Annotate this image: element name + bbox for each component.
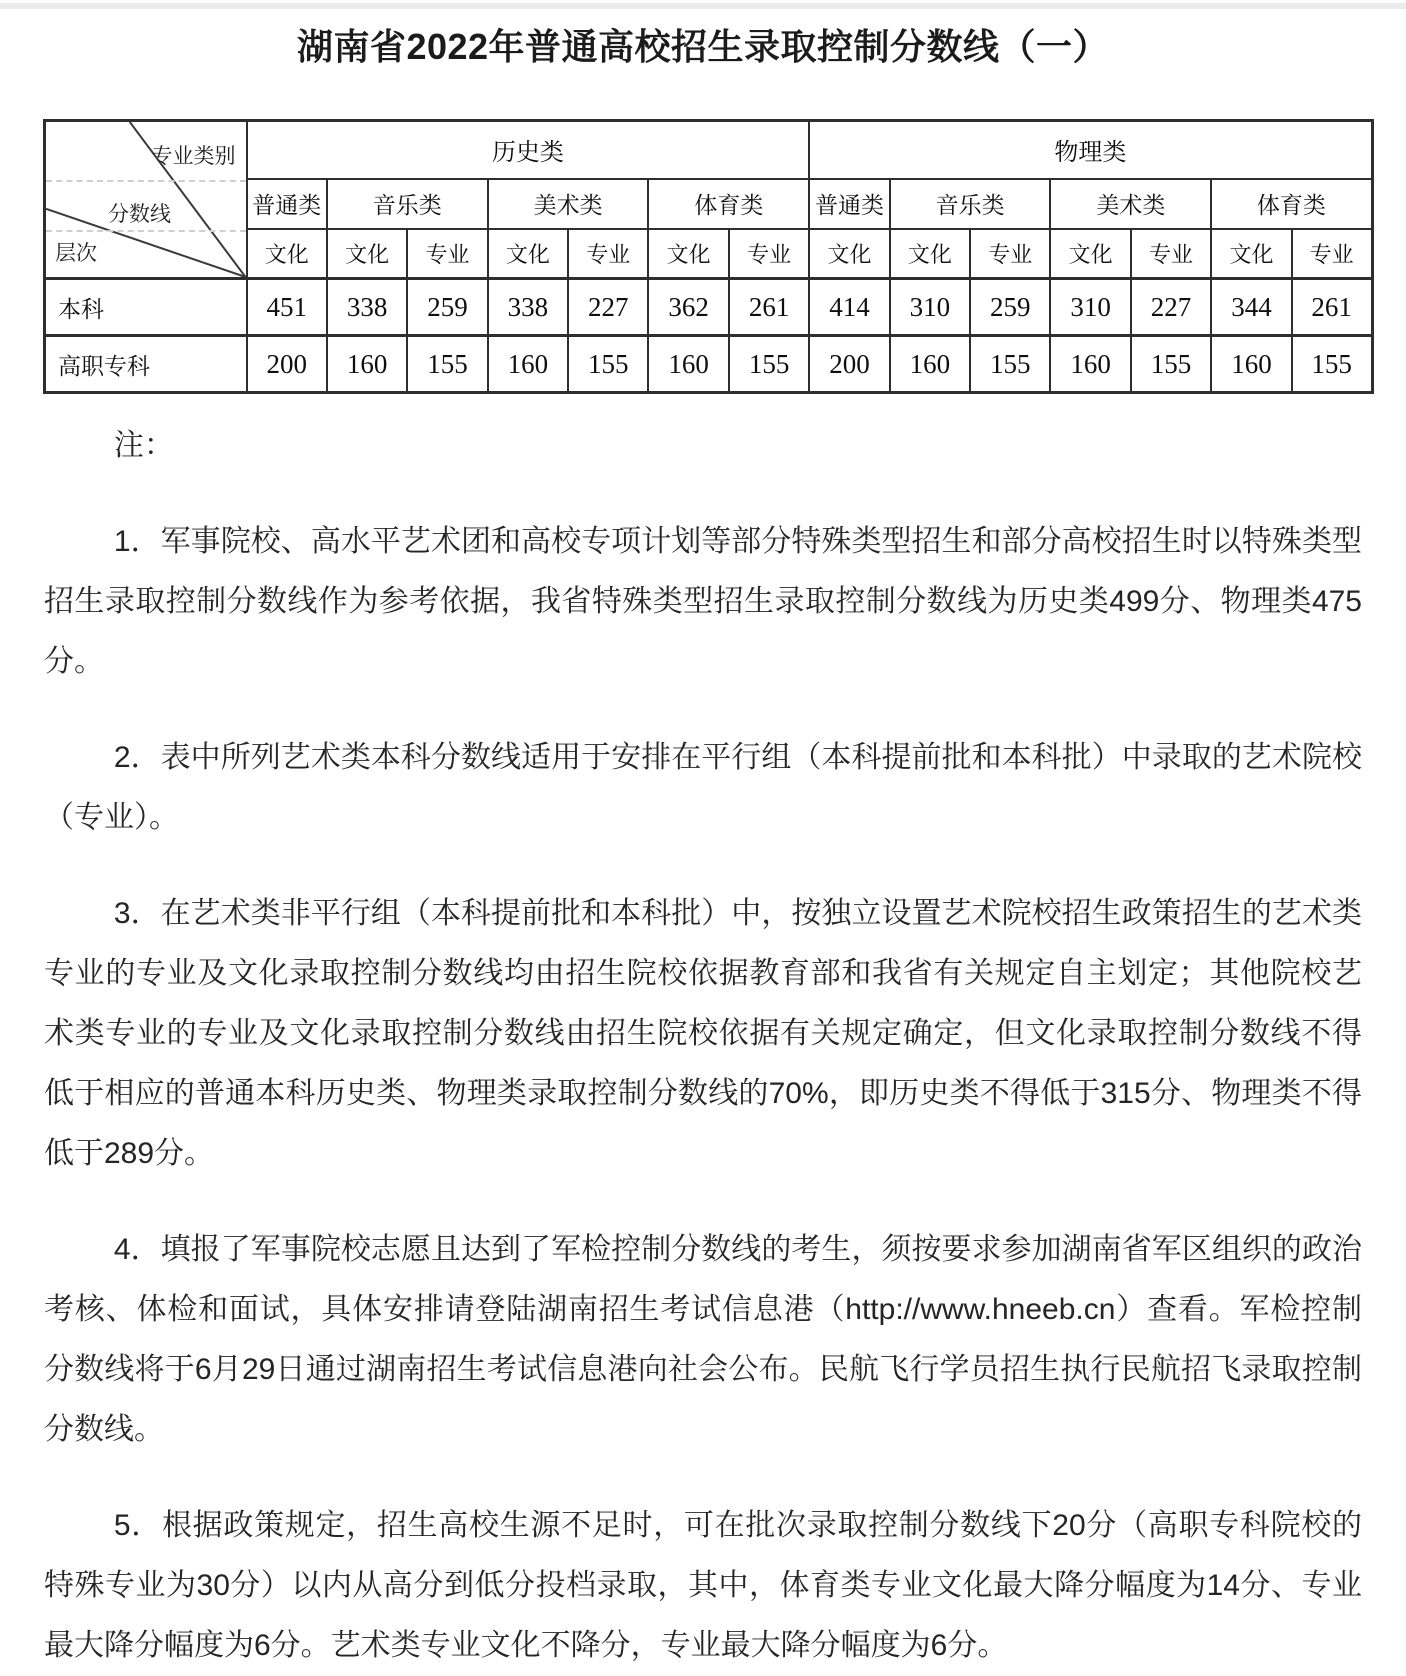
column-header: 专业	[1292, 229, 1372, 279]
corner-dashed-line	[46, 230, 246, 232]
score-cell: 259	[970, 279, 1050, 336]
notes-heading: 注：	[113, 429, 174, 462]
corner-dashed-line	[46, 180, 246, 182]
column-header: 文化	[1211, 229, 1291, 279]
subgroup-header: 音乐类	[890, 179, 1051, 229]
score-cell: 414	[809, 279, 889, 336]
row-label: 本科	[45, 279, 247, 336]
score-table	[43, 119, 1374, 394]
subgroup-header: 体育类	[1211, 179, 1372, 229]
score-cell: 310	[1050, 279, 1130, 336]
score-cell: 155	[729, 336, 809, 393]
top-divider	[0, 3, 1406, 9]
score-cell: 155	[407, 336, 487, 393]
corner-header-cell	[45, 121, 247, 279]
subgroup-header: 音乐类	[327, 179, 488, 229]
score-cell: 155	[1292, 336, 1372, 393]
score-cell: 200	[247, 336, 327, 393]
subgroup-header: 美术类	[1050, 179, 1211, 229]
score-cell: 338	[488, 279, 568, 336]
page-title: 湖南省2022年普通高校招生录取控制分数线（一）	[296, 26, 1110, 67]
score-cell: 155	[568, 336, 648, 393]
score-cell: 155	[970, 336, 1050, 393]
score-cell: 160	[1211, 336, 1291, 393]
score-cell: 155	[1131, 336, 1211, 393]
score-cell: 227	[568, 279, 648, 336]
score-cell: 227	[1131, 279, 1211, 336]
corner-label-level: 层次	[55, 241, 97, 265]
column-header: 文化	[488, 229, 568, 279]
subgroup-header: 体育类	[648, 179, 809, 229]
score-cell: 160	[488, 336, 568, 393]
column-header: 专业	[568, 229, 648, 279]
score-cell: 261	[729, 279, 809, 336]
column-header: 专业	[407, 229, 487, 279]
group-header-history: 历史类	[247, 121, 810, 179]
column-header: 文化	[890, 229, 970, 279]
score-cell: 259	[407, 279, 487, 336]
column-header: 文化	[247, 229, 327, 279]
note-item-3: 3．在艺术类非平行组（本科提前批和本科批）中，按独立设置艺术院校招生政策招生的艺术类专业的专业及文化录取控制分数线均由招生院校依据教育部和我省有关规定自主划定；其他院校艺术类专业的专业及文化录取控制分数线由招生院校依据有关规定确定，但文化录取控制分数线不得低于相应的普通本科历史类、物理类录取控制分数线的70%，即历史类不得低于315分、物理类不得低于289分。	[44, 897, 1362, 1170]
score-cell: 338	[327, 279, 407, 336]
score-cell: 451	[247, 279, 327, 336]
table-row-benke	[45, 279, 1373, 336]
column-header: 文化	[1050, 229, 1130, 279]
group-header-physics: 物理类	[809, 121, 1372, 179]
subgroup-header: 普通类	[247, 179, 327, 229]
score-cell: 160	[648, 336, 728, 393]
column-header: 文化	[648, 229, 728, 279]
notes-section	[44, 416, 1362, 1676]
row-label: 高职专科	[45, 336, 247, 393]
column-header: 专业	[729, 229, 809, 279]
score-cell: 344	[1211, 279, 1291, 336]
column-header: 文化	[809, 229, 889, 279]
score-cell: 362	[648, 279, 728, 336]
note-item-1: 1．军事院校、高水平艺术团和高校专项计划等部分特殊类型招生和部分高校招生时以特殊类型招生录取控制分数线作为参考依据，我省特殊类型招生录取控制分数线为历史类499分、物理类475分。	[44, 525, 1362, 678]
column-header: 文化	[327, 229, 407, 279]
column-header: 专业	[1131, 229, 1211, 279]
score-cell: 160	[327, 336, 407, 393]
subgroup-header: 普通类	[809, 179, 889, 229]
note-item-2: 2．表中所列艺术类本科分数线适用于安排在平行组（本科提前批和本科批）中录取的艺术院校（专业）。	[44, 741, 1362, 834]
column-header: 专业	[970, 229, 1050, 279]
corner-label-category: 专业类别	[151, 144, 236, 168]
note-item-4: 4．填报了军事院校志愿且达到了军检控制分数线的考生，须按要求参加湖南省军区组织的政治考核、体检和面试，具体安排请登陆湖南招生考试信息港（http://www.hneeb.cn）查看。军检控制分数线将于6月29日通过湖南招生考试信息港向社会公布。民航飞行学员招生执行民航招飞录取控制分数线。	[44, 1233, 1362, 1446]
score-cell: 200	[809, 336, 889, 393]
corner-label-score-line: 分数线	[108, 202, 171, 226]
table-row-gaozhi	[45, 336, 1373, 393]
note-item-5: 5．根据政策规定，招生高校生源不足时，可在批次录取控制分数线下20分（高职专科院校的特殊专业为30分）以内从高分到低分投档录取，其中，体育类专业文化最大降分幅度为14分、专业最大降分幅度为6分。艺术类专业文化不降分，专业最大降分幅度为6分。	[44, 1509, 1362, 1662]
score-cell: 160	[1050, 336, 1130, 393]
score-cell: 310	[890, 279, 970, 336]
subgroup-header: 美术类	[488, 179, 649, 229]
score-cell: 160	[890, 336, 970, 393]
document-page	[0, 3, 1406, 1676]
score-cell: 261	[1292, 279, 1372, 336]
